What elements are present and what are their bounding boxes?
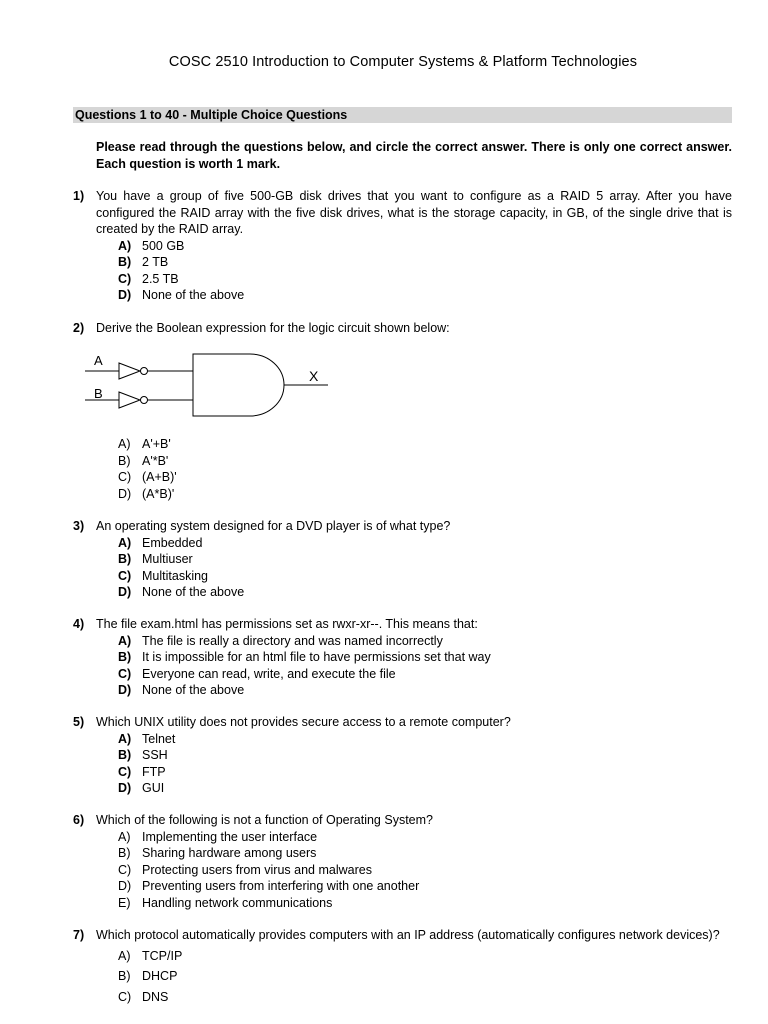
option-letter: B) xyxy=(118,650,132,664)
question-1 xyxy=(73,188,732,304)
option-text: TCP/IP xyxy=(142,948,183,963)
option-letter: D) xyxy=(118,781,132,795)
option-text: FTP xyxy=(142,764,166,779)
question-number: 2) xyxy=(73,321,85,335)
option-d[interactable] xyxy=(118,486,732,503)
option-text: (A+B)' xyxy=(142,470,177,484)
option-text: 500 GB xyxy=(142,238,185,253)
option-a[interactable] xyxy=(118,436,732,453)
input-a-label: A xyxy=(94,353,103,368)
question-2 xyxy=(73,320,732,337)
option-d[interactable] xyxy=(118,878,732,895)
question-3 xyxy=(73,518,732,601)
option-letter: A) xyxy=(118,731,132,746)
option-letter: D) xyxy=(118,585,132,599)
option-a[interactable] xyxy=(118,535,732,552)
option-letter: B) xyxy=(118,453,131,468)
option-text: DNS xyxy=(142,989,169,1004)
question-number: 3) xyxy=(73,519,85,533)
option-b[interactable] xyxy=(118,551,732,568)
option-letter: E) xyxy=(118,895,131,910)
logic-circuit-diagram xyxy=(85,346,335,426)
option-text: None of the above xyxy=(142,585,245,599)
question-text: You have a group of five 500-GB disk drives that you want to configure as a RAID 5 array. After you have configured the RAID array with the five disk drives, what is the storage capacity, in GB, of the single drive that is created by the RAID array. xyxy=(96,189,732,236)
question-text: The file exam.html has permissions set as rwxr-xr--. This means that: xyxy=(96,617,478,631)
option-a[interactable] xyxy=(118,731,732,748)
option-d[interactable] xyxy=(118,780,732,797)
option-letter: B) xyxy=(118,255,132,269)
option-c[interactable] xyxy=(118,469,732,486)
option-letter: B) xyxy=(118,969,131,983)
option-a[interactable] xyxy=(118,948,732,965)
question-2-options xyxy=(73,436,732,502)
option-letter: B) xyxy=(118,846,131,860)
question-text: An operating system designed for a DVD player is of what type? xyxy=(96,519,451,533)
option-text: (A*B)' xyxy=(142,486,175,501)
option-text: Sharing hardware among users xyxy=(142,846,317,860)
option-letter: A) xyxy=(118,238,132,253)
option-letter: B) xyxy=(118,748,132,762)
option-letter: C) xyxy=(118,666,132,681)
option-text: Everyone can read, write, and execute the file xyxy=(142,666,396,681)
option-text: Protecting users from virus and malwares xyxy=(142,862,372,877)
option-text: Telnet xyxy=(142,731,176,746)
option-letter: D) xyxy=(118,879,132,893)
question-4 xyxy=(73,616,732,699)
question-text: Which UNIX utility does not provides secure access to a remote computer? xyxy=(96,715,511,729)
option-text: A'*B' xyxy=(142,453,169,468)
option-text: Embedded xyxy=(142,535,203,550)
option-b[interactable] xyxy=(118,747,732,764)
question-number: 4) xyxy=(73,617,85,631)
option-text: None of the above xyxy=(142,683,245,697)
option-letter: A) xyxy=(118,633,132,648)
question-7 xyxy=(73,927,732,1009)
option-b[interactable] xyxy=(118,649,732,666)
question-number: 1) xyxy=(73,189,85,203)
instructions: Please read through the questions below, and circle the correct answer. There is only one correct answer. Each question is worth 1 mark. xyxy=(96,140,732,171)
question-6 xyxy=(73,812,732,911)
option-c[interactable] xyxy=(118,666,732,683)
option-letter: D) xyxy=(118,486,132,501)
option-b[interactable] xyxy=(118,453,732,470)
option-c[interactable] xyxy=(118,764,732,781)
input-b-label: B xyxy=(94,386,103,401)
option-text: Preventing users from interfering with one another xyxy=(142,879,420,893)
page-title: COSC 2510 Introduction to Computer Systems & Platform Technologies xyxy=(168,54,638,70)
option-letter: C) xyxy=(118,989,132,1004)
option-letter: D) xyxy=(118,288,132,302)
option-d[interactable] xyxy=(118,584,732,601)
option-text: Implementing the user interface xyxy=(142,829,318,844)
option-letter: A) xyxy=(118,535,132,550)
option-letter: A) xyxy=(118,829,131,844)
option-letter: A) xyxy=(118,437,131,451)
option-d[interactable] xyxy=(118,682,732,699)
question-number: 7) xyxy=(73,928,85,942)
option-letter: B) xyxy=(118,552,132,566)
option-text: Multiuser xyxy=(142,552,193,566)
option-text: GUI xyxy=(142,781,165,795)
and-gate-icon xyxy=(193,354,284,416)
option-e[interactable] xyxy=(118,895,732,912)
question-text: Which of the following is not a function of Operating System? xyxy=(96,813,433,827)
option-letter: C) xyxy=(118,470,132,484)
option-a[interactable] xyxy=(118,829,732,846)
option-text: DHCP xyxy=(142,969,178,983)
option-letter: D) xyxy=(118,683,132,697)
option-c[interactable] xyxy=(118,568,732,585)
output-x-label: X xyxy=(309,368,319,384)
option-text: It is impossible for an html file to have permissions set that way xyxy=(142,650,491,664)
option-text: 2 TB xyxy=(142,255,169,269)
question-text: Derive the Boolean expression for the logic circuit shown below: xyxy=(96,321,450,335)
option-text: 2.5 TB xyxy=(142,271,179,286)
option-c[interactable] xyxy=(118,989,732,1006)
option-text: Handling network communications xyxy=(142,895,333,910)
option-b[interactable] xyxy=(118,968,732,985)
option-text: A'+B' xyxy=(142,437,171,451)
option-letter: C) xyxy=(118,568,132,583)
option-a[interactable] xyxy=(118,633,732,650)
option-text: Multitasking xyxy=(142,568,208,583)
question-number: 6) xyxy=(73,813,85,827)
option-d[interactable] xyxy=(118,287,732,304)
question-number: 5) xyxy=(73,715,85,729)
option-text: SSH xyxy=(142,748,168,762)
not-gate-a-icon xyxy=(119,363,148,379)
option-letter: C) xyxy=(118,271,132,286)
option-b[interactable] xyxy=(118,845,732,862)
section-heading: Questions 1 to 40 - Multiple Choice Questions xyxy=(73,107,732,123)
option-b[interactable] xyxy=(118,254,732,271)
option-c[interactable] xyxy=(118,862,732,879)
not-gate-b-icon xyxy=(119,392,148,408)
option-letter: C) xyxy=(118,764,132,779)
option-text: The file is really a directory and was named incorrectly xyxy=(142,633,443,648)
option-a[interactable] xyxy=(118,238,732,255)
question-text: Which protocol automatically provides computers with an IP address (automatically configures network devices)? xyxy=(96,928,720,942)
option-letter: A) xyxy=(118,948,131,963)
option-letter: C) xyxy=(118,862,132,877)
option-text: None of the above xyxy=(142,288,245,302)
question-5 xyxy=(73,714,732,797)
option-c[interactable] xyxy=(118,271,732,288)
